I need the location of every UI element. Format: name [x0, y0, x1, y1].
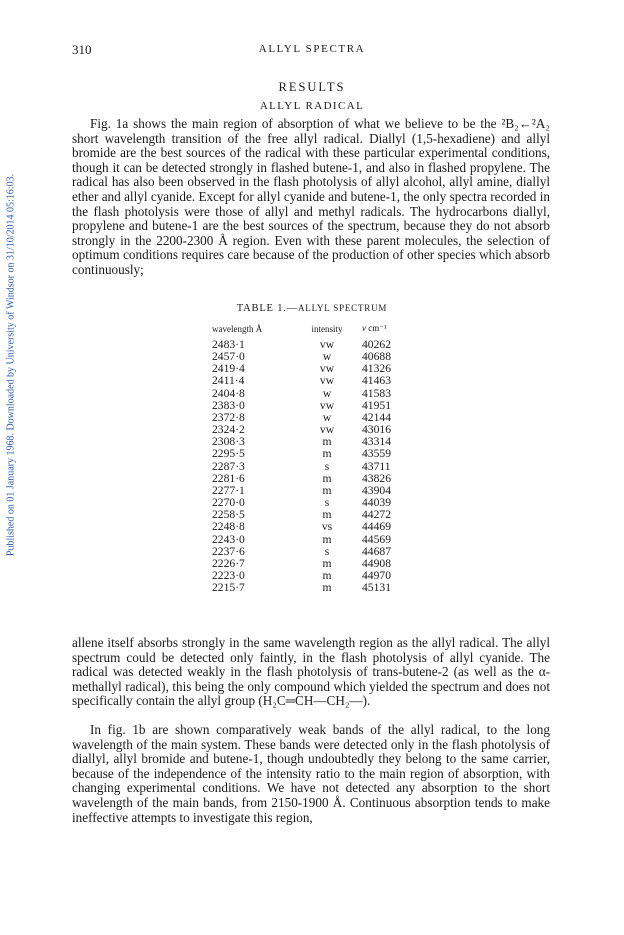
cell-intensity: m — [322, 435, 332, 449]
cell-wavenumber: 43016 — [362, 423, 391, 437]
cell-intensity: s — [324, 459, 330, 473]
cell-wavenumber: 44039 — [362, 496, 391, 510]
cell-wavenumber: 44469 — [362, 520, 391, 534]
cell-wavenumber: 43711 — [362, 459, 391, 473]
cell-intensity: m — [322, 508, 332, 522]
wavenumber-symbol: ν — [362, 323, 366, 333]
cell-wavelength: 2237·6 — [212, 544, 245, 558]
cell-wavelength: 2411·4 — [212, 374, 245, 388]
table-row — [212, 375, 422, 387]
cell-wavelength: 2404·8 — [212, 386, 245, 400]
cell-wavenumber: 44970 — [362, 568, 391, 582]
cell-wavelength: 2258·5 — [212, 508, 245, 522]
paragraph-results-intro: Fig. 1a shows the main region of absorption of what we believe to be the ²B₂←²A₂ short wavelength transition of the free allyl radical. Diallyl (1,5-hexadiene) and allyl bromide are the best sources of the radical with these particular experimental conditions, though it can be detected strongly in flashed butene-1, and also in flashed propylene. The radical has also been observed in the flash photolysis of allyl alcohol, allyl amine, diallyl ether and allyl cyanide. Except for allyl cyanide and butene-1, the only spectra recorded in the flash photolysis were those of allyl and methyl radicals. The hydrocarbons diallyl, propylene and butene-1 are the best sources of the spectrum, because they do not absorb strongly in the 2200-2300 Å region. Even with these parent molecules, the selection of optimum conditions requires care because of the production of other species which absorb continuously; — [72, 116, 550, 277]
allyl-spectrum-table — [212, 323, 422, 594]
cell-wavelength: 2226·7 — [212, 556, 245, 570]
cell-intensity: w — [322, 410, 332, 424]
cell-wavelength: 2287·3 — [212, 459, 245, 473]
cell-wavenumber: 43826 — [362, 471, 391, 485]
cell-intensity: vw — [319, 423, 335, 437]
cell-wavenumber: 44569 — [362, 532, 391, 546]
cell-wavelength: 2223·0 — [212, 568, 245, 582]
cell-intensity: m — [322, 483, 332, 497]
cell-intensity: vw — [319, 374, 335, 388]
cell-wavenumber: 43314 — [362, 435, 391, 449]
cell-intensity: w — [322, 386, 332, 400]
cell-wavenumber: 45131 — [362, 581, 391, 595]
cell-intensity: w — [322, 350, 332, 364]
cell-wavenumber: 41463 — [362, 374, 391, 388]
cell-wavelength: 2248·8 — [212, 520, 245, 534]
cell-wavelength: 2457·0 — [212, 350, 245, 364]
table-caption-prefix: TABLE 1.— — [236, 303, 298, 314]
cell-intensity: m — [322, 581, 332, 595]
cell-intensity: s — [324, 544, 330, 558]
cell-wavenumber: 40688 — [362, 350, 391, 364]
cell-intensity: m — [322, 556, 332, 570]
cell-wavelength: 2419·4 — [212, 362, 245, 376]
cell-wavelength: 2277·1 — [212, 483, 245, 497]
cell-wavenumber: 41951 — [362, 398, 391, 412]
cell-wavenumber: 42144 — [362, 410, 391, 424]
cell-wavenumber: 44687 — [362, 544, 391, 558]
cell-intensity: m — [322, 532, 332, 546]
cell-intensity: vw — [319, 362, 335, 376]
cell-intensity: m — [322, 471, 332, 485]
paragraph-weak-bands: In fig. 1b are shown comparatively weak bands of the allyl radical, to the long wavelength of the main system. These bands were detected only in the flash photolysis of diallyl, allyl bromide and butene-1, though undoubtedly they belong to the same carrier, because of the independence of the intensity ratio to the main region of absorption, with changing experimental conditions. We have not detected any absorption to the short wavelength of the main bands, from 2150-1900 Å. Continuous absorption tends to make ineffective attempts to investigate this region, — [72, 722, 550, 825]
cell-intensity: s — [324, 496, 330, 510]
table-row — [212, 388, 422, 400]
cell-wavelength: 2308·3 — [212, 435, 245, 449]
download-watermark — [4, 155, 18, 575]
cell-wavelength: 2372·8 — [212, 410, 245, 424]
table-caption-title: ALLYL SPECTRUM — [297, 303, 388, 313]
cell-intensity: m — [322, 447, 332, 461]
cell-wavelength: 2383·0 — [212, 398, 245, 412]
cell-intensity: vs — [321, 520, 333, 534]
header-intensity: intensity — [311, 323, 343, 334]
download-notice-text: Published on 01 January 1968. Downloaded by University of Windsor on 31/10/2014 05:16:03. — [5, 173, 17, 557]
cell-wavelength: 2295·5 — [212, 447, 245, 461]
cell-wavelength: 2281·6 — [212, 471, 245, 485]
table-header-row — [212, 323, 422, 339]
subsection-title: ALLYL RADICAL — [259, 100, 365, 112]
table-row — [212, 546, 422, 558]
cell-wavenumber: 43559 — [362, 447, 391, 461]
cell-wavenumber: 40262 — [362, 338, 391, 351]
paragraph-allene: allene itself absorbs strongly in the same wavelength region as the allyl radical. The allyl spectrum could be detected only faintly, in the flash photolysis of allyl cyanide. The radical was detected weakly in the flash photolysis of trans-butene-2 (as well as the α-methallyl radical), this being the only compound which yielded the spectrum and does not specifically contain the allyl group (H₂C═CH—CH₂—). — [72, 635, 550, 709]
cell-wavelength: 2243·0 — [212, 532, 245, 546]
cell-intensity: vw — [319, 338, 335, 351]
cell-wavenumber: 43904 — [362, 483, 391, 497]
header-wavenumber — [362, 323, 422, 339]
table-caption — [0, 303, 624, 314]
cell-wavenumber: 44272 — [362, 508, 391, 522]
cell-intensity: vw — [319, 398, 335, 412]
table-row — [212, 582, 422, 594]
cell-intensity: m — [322, 568, 332, 582]
cell-wavelength: 2215·7 — [212, 581, 245, 595]
wavenumber-unit: cm⁻¹ — [366, 323, 387, 333]
table-row — [212, 448, 422, 460]
cell-wavelength: 2270·0 — [212, 496, 245, 510]
table-row — [212, 461, 422, 473]
cell-wavenumber: 41583 — [362, 386, 391, 400]
header-wavelength: wavelength Å — [212, 323, 263, 334]
table-body — [212, 339, 422, 594]
cell-wavenumber: 44908 — [362, 556, 391, 570]
running-title: ALLYL SPECTRA — [258, 43, 366, 55]
page-number: 310 — [72, 42, 92, 57]
section-title: RESULTS — [278, 80, 346, 94]
cell-wavenumber: 41326 — [362, 362, 391, 376]
cell-wavelength: 2483·1 — [212, 338, 245, 351]
table-row — [212, 521, 422, 533]
cell-wavelength: 2324·2 — [212, 423, 245, 437]
table-row — [212, 534, 422, 546]
